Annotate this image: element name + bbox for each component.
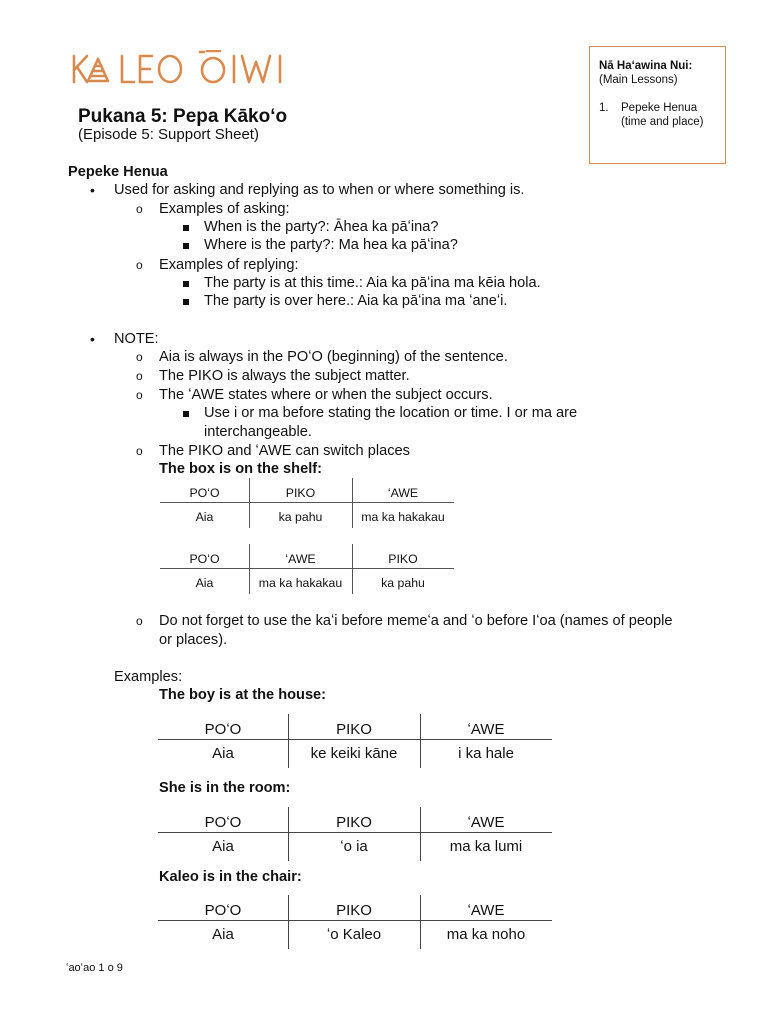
table-cell: Aia <box>212 926 234 943</box>
table-rule <box>158 920 552 921</box>
table-cell: ma ka noho <box>446 926 526 943</box>
table-cell: Aia <box>195 510 214 524</box>
example-table-2 <box>158 807 552 863</box>
note-item-5-line-1: Do not forget to use the kaʻi before memeʻa and ʻo before Iʻoa (names of people <box>159 613 673 629</box>
lesson-number: 1. <box>599 102 609 114</box>
square-bullet-icon <box>183 411 189 417</box>
note-subitem-line-1: Use i or ma before stating the location or time. I or ma are <box>204 405 578 421</box>
table-cell: ma ka hakakau <box>361 510 445 524</box>
circle-bullet-icon: o <box>136 258 143 272</box>
square-bullet-icon <box>183 243 189 249</box>
example-table-3 <box>158 895 552 951</box>
note-item-5-line-2: or places). <box>159 632 228 648</box>
table-rule <box>160 502 454 503</box>
note-item-1: Aia is always in the POʻO (beginning) of the sentence. <box>159 349 508 365</box>
table-rule <box>158 739 552 740</box>
table-header: ʻAWE <box>467 902 505 919</box>
table-cell: Aia <box>195 576 214 590</box>
lesson-title: Pepeke Henua <box>621 102 698 114</box>
circle-bullet-icon: o <box>136 388 143 402</box>
table-header: ʻAWE <box>387 486 419 500</box>
table-cell: ka pahu <box>278 510 323 524</box>
examples-label: Examples: <box>114 669 183 685</box>
table-header: POʻO <box>189 486 220 500</box>
table-cell: ʻo Kaleo <box>326 926 382 943</box>
circle-bullet-icon: o <box>136 202 143 216</box>
ask-example-1: When is the party?: Āhea ka pāʻina? <box>204 219 439 235</box>
small-table-2 <box>160 544 454 596</box>
table-header: POʻO <box>204 902 242 919</box>
square-bullet-icon <box>183 225 189 231</box>
example-3-title: Kaleo is in the chair: <box>159 869 302 885</box>
small-table-1 <box>160 478 454 530</box>
note-item-3: The ʻAWE states where or when the subject occurs. <box>159 387 493 403</box>
main-lessons-heading: Nā Haʻawina Nui: <box>599 60 693 72</box>
main-lessons-box <box>589 46 726 164</box>
table-rule <box>158 832 552 833</box>
table-cell: Aia <box>212 838 234 855</box>
page-title: Pukana 5: Pepa Kākoʻo <box>78 106 288 127</box>
table-cell: ke keiki kāne <box>310 745 398 762</box>
section-heading: Pepeke Henua <box>68 164 168 180</box>
table-cell: ʻo ia <box>340 838 368 855</box>
table-cell: ma ka lumi <box>449 838 523 855</box>
table-cell: ka pahu <box>381 576 425 590</box>
logo <box>72 50 292 86</box>
table-rule <box>160 568 454 569</box>
main-lessons-subheading: (Main Lessons) <box>599 74 678 86</box>
square-bullet-icon <box>183 299 189 305</box>
bullet-text-usage: Used for asking and replying as to when or where something is. <box>114 182 525 198</box>
table-header: PIKO <box>336 814 372 831</box>
note-item-4-example: The box is on the shelf: <box>159 461 322 477</box>
circle-bullet-icon: o <box>136 444 143 458</box>
circle-bullet-icon: o <box>136 350 143 364</box>
example-1-title: The boy is at the house: <box>159 687 327 703</box>
circle-bullet-icon: o <box>136 369 143 383</box>
reply-example-2: The party is over here.: Aia ka pāʻina ma ʻaneʻi. <box>204 293 508 309</box>
table-header: POʻO <box>204 814 242 831</box>
bullet-icon: • <box>90 331 95 347</box>
square-bullet-icon <box>183 281 189 287</box>
table-header: PIKO <box>336 721 372 738</box>
lesson-subtitle: (time and place) <box>621 116 704 128</box>
note-subitem-line-2: interchangeable. <box>204 424 312 440</box>
table-header: ʻAWE <box>467 721 505 738</box>
reply-example-1: The party is at this time.: Aia ka pāʻina ma kēia hola. <box>204 275 541 291</box>
bullet-icon: • <box>90 182 95 198</box>
note-item-2: The PIKO is always the subject matter. <box>159 368 410 384</box>
page-number: ʻaoʻao 1 o 9 <box>66 962 123 974</box>
note-label: NOTE: <box>114 331 159 347</box>
table-header: ʻAWE <box>467 814 505 831</box>
example-table-1 <box>158 714 552 770</box>
table-header: PIKO <box>336 902 372 919</box>
table-cell: i ka hale <box>458 745 514 762</box>
table-header: PIKO <box>388 552 418 566</box>
asking-label: Examples of asking: <box>159 201 290 217</box>
lesson-item <box>599 101 717 129</box>
note-item-4: The PIKO and ʻAWE can switch places <box>159 443 410 459</box>
table-header: ʻAWE <box>285 552 316 566</box>
logo-mark-icon <box>72 50 292 86</box>
table-cell: Aia <box>212 745 234 762</box>
reply-label: Examples of replying: <box>159 257 299 273</box>
table-cell: ma ka hakakau <box>258 576 343 590</box>
ask-example-2: Where is the party?: Ma hea ka pāʻina? <box>204 237 458 253</box>
page-subtitle: (Episode 5: Support Sheet) <box>78 126 259 143</box>
circle-bullet-icon: o <box>136 614 143 628</box>
table-header: PIKO <box>285 486 316 500</box>
example-2-title: She is in the room: <box>159 780 291 796</box>
table-header: POʻO <box>204 721 242 738</box>
table-header: POʻO <box>189 552 220 566</box>
